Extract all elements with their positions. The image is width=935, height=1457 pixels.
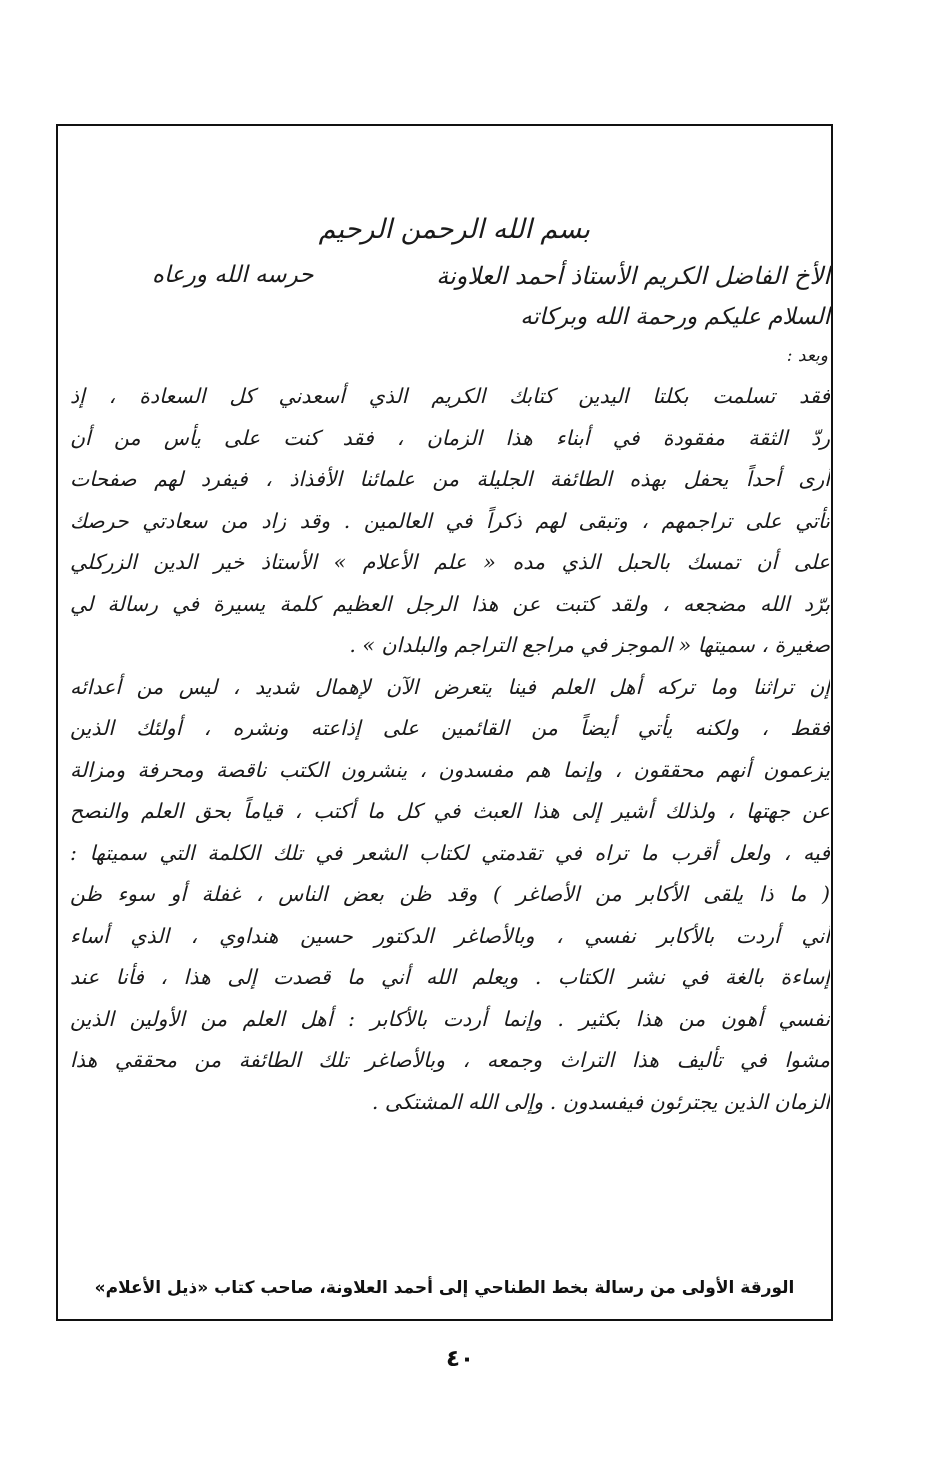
letter-line: صغيرة ، سميتها « الموجز في مراجع التراجم والبلدان » . [349,633,830,657]
letter-line: على أن تمسك بالحبل الذي مده « علم الأعلام » الأستاذ خير الدين الزركلي [70,550,830,574]
letter-line: مشوا في تأليف هذا التراث وجمعه ، وبالأصاغر تلك الطائفة من محققي هذا [70,1048,830,1072]
letter-line: ردّ الثقة مفقودة في أبناء هذا الزمان ، فقد كنت على يأس من أن [70,425,830,450]
letter-line: تأتي على تراجمهم ، وتبقى لهم ذكراً في العالمين . وقد زاد من سعادتي حرصك [70,508,830,533]
letter-line: يزعمون أنهم محققون ، وإنما هم مفسدون ، ينشرون الكتب ناقصة ومحرفة ومزالة [70,757,830,782]
letter-line: إساءة بالغة في نشر الكتاب . ويعلم الله أني ما قصدت إلى هذا ، فأنا عند [70,965,830,989]
letter-line: فقد تسلمت بكلتا اليدين كتابك الكريم الذي أسعدني كل السعادة ، إذ [70,384,830,408]
letter-line: عن جهتها ، ولذلك أشير إلى هذا العبث في كل ما أكتب ، قياماً بحق العلم والنصح [70,799,830,823]
letter-body [70,376,830,1123]
letter-line: أني أردت بالأكابر نفسي ، وبالأصاغر الدكتور حسين هنداوي ، الذي أساء [70,923,830,948]
letter-line: فقط ، ولكنه يأتي أيضاً من القائمين على إذاعته ونشره ، أولئك الذين [70,716,830,740]
letter-basmala: بسم الله الرحمن الرحيم [318,214,590,245]
letter-greeting: السلام عليكم ورحمة الله وبركاته [520,304,830,330]
page-number: ٤٠ [445,1346,475,1372]
letter-line: ( ما ذا يلقى الأكابر من الأصاغر ) وقد ظن بعض الناس ، غفلة أو سوء ظن [70,882,830,906]
letter-blessing: حرسه الله ورعاه [152,262,314,288]
figure-caption: الورقة الأولى من رسالة بخط الطناحي إلى أحمد العلاونة، صاحب كتاب «ذيل الأعلام» [94,1278,795,1298]
letter-line: إن تراثنا وما تركه أهل العلم فينا يتعرض الآن لإهمال شديد ، ليس من أعدائه [70,674,830,699]
letter-wa-baad: وبعد : [786,346,828,366]
letter-line: برّد الله مضجعه ، ولقد كتبت عن هذا الرجل العظيم كلمة يسيرة في رسالة لي [70,591,830,616]
letter-line: أرى أحداً يحفل بهذه الطائفة الجليلة من علمائنا الأفذاذ ، فيفرد لهم صفحات [70,467,830,491]
letter-line: نفسي أهون من هذا بكثير . وإنما أردت بالأكابر : أهل العلم من الأولين الذين [70,1006,830,1031]
letter-addressee: الأخ الفاضل الكريم الأستاذ أحمد العلاونة [436,262,830,290]
letter-line: الزمان الذين يجترئون فيفسدون . وإلى الله المشتكى . [371,1089,830,1114]
letter-line: فيه ، ولعل أقرب ما تراه في تقدمتي لكتاب الشعر في تلك الكلمة التي سميتها : [70,840,830,865]
